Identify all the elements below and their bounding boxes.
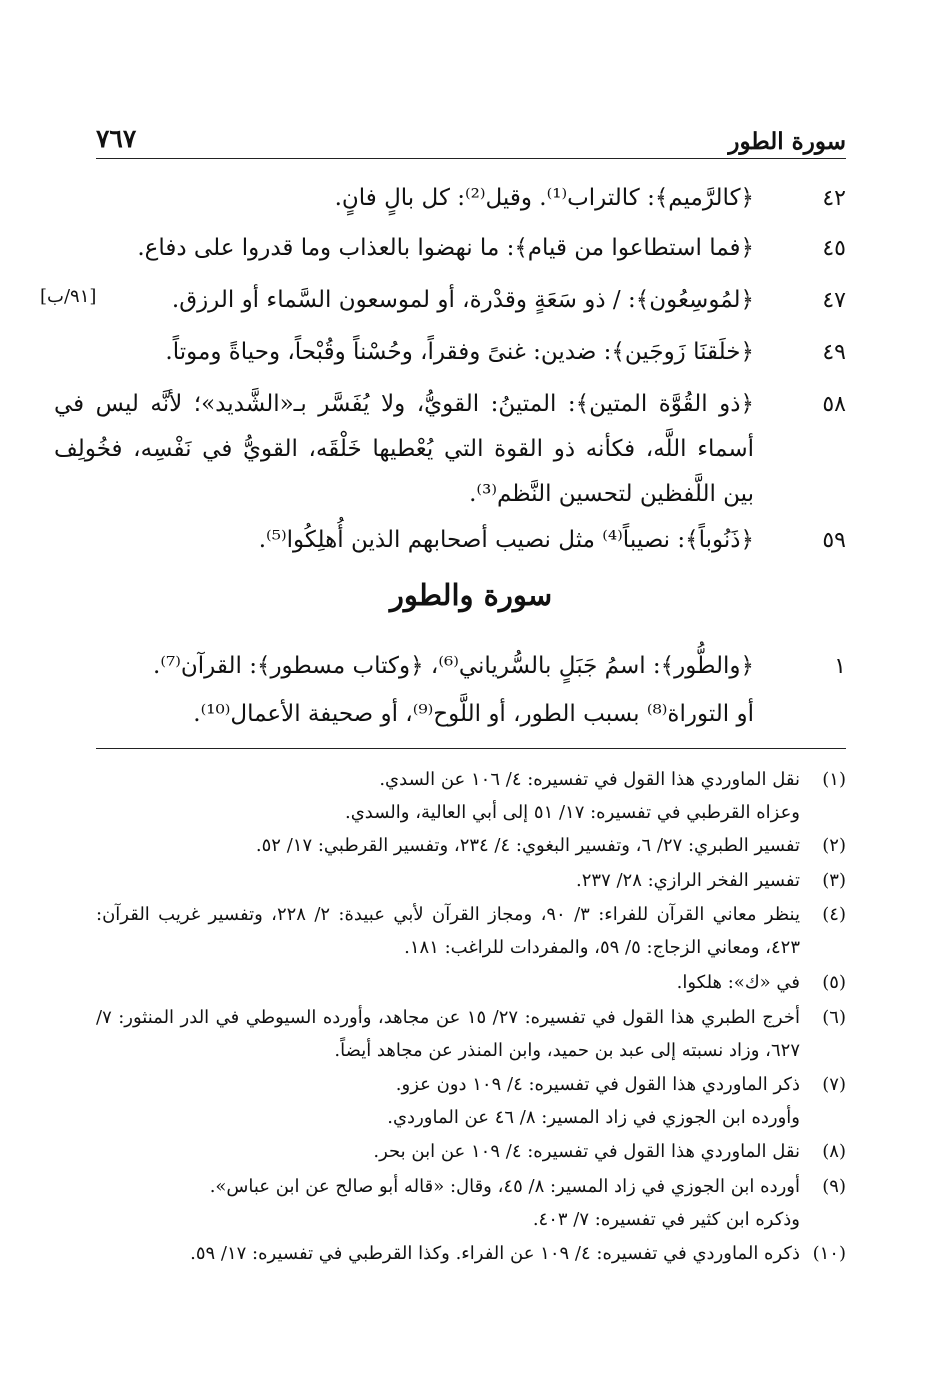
manuscript-folio-marker: [٩١/ب] [40, 286, 97, 307]
verse-number: ٤٩ [822, 340, 846, 365]
running-title: سورة الطور [728, 128, 846, 155]
verse-gloss-continued: أو التوراة⁽⁸⁾ بسبب الطور، أو اللَّوح⁽⁹⁾، أو صحيفة الأعمال⁽¹⁰⁾. [193, 701, 754, 727]
verse-number: ٤٥ [822, 236, 846, 261]
verse-number: ١ [834, 654, 846, 679]
footnote-text: تفسير الفخر الرازي: ٢٨/ ٢٣٧. [576, 870, 800, 891]
page-header [96, 118, 846, 159]
footnote-text: نقل الماوردي هذا القول في تفسيره: ٤/ ١٠٩ عن ابن بحر. [373, 1141, 800, 1162]
verse-entry [54, 382, 846, 522]
verse-gloss: ﴿لمُوسِعُون﴾: / ذو سَعَةٍ وقدْرة، أو لموسعون السَّماء أو الرزق. [171, 287, 754, 313]
footnote-number: (٦) [822, 1007, 846, 1028]
footnote-number: (٨) [822, 1141, 846, 1162]
footnote-number: (٧) [822, 1074, 846, 1095]
footnote-number: (٢) [822, 835, 846, 856]
verse-gloss: ﴿فما استطاعوا من قيام﴾: ما نهضوا بالعذاب وما قدروا على دفاع. [137, 235, 754, 261]
footnote-number: (٣) [822, 870, 846, 891]
footnote-number: (٤) [822, 904, 846, 925]
verse-number: ٤٢ [822, 186, 846, 211]
verse-gloss: ﴿كالرَّميم﴾: كالتراب⁽¹⁾. وقيل⁽²⁾: كل بالٍ فانٍ. [334, 185, 754, 211]
verse-gloss: ﴿خلَقنَا زَوجَين﴾: ضدين: غنىً وفقراً، وحُسْناً وقُبْحاً، وحياةً وموتاً. [165, 339, 754, 365]
verse-gloss: ﴿ذَنُوباً﴾: نصيباً⁽⁴⁾ مثل نصيب أصحابهم الذين أُهلِكُوا⁽⁵⁾. [258, 527, 754, 553]
footnote-text: في «ك»: هلكوا. [676, 972, 800, 993]
footnote-number: (١٠) [812, 1243, 846, 1264]
footnote-text: ذكره الماوردي في تفسيره: ٤/ ١٠٩ عن الفراء. وكذا القرطبي في تفسيره: ١٧/ ٥٩. [190, 1243, 800, 1264]
verse-gloss: ﴿والطُّور﴾: اسمُ جَبَلٍ بالسُّرياني⁽⁶⁾، ﴿وكتاب مسطور﴾: القرآن⁽⁷⁾. [153, 653, 754, 679]
footnote-text: أخرج الطبري هذا القول في تفسيره: ٢٧/ ١٥ عن مجاهد، وأورده السيوطي في الدر المنثور: ٧/ ٦٢٧، وزاد نسبته إلى عبد بن حميد، وابن المنذر عن مجاهد أيضاً. [96, 1007, 800, 1061]
footnote-text: نقل الماوردي هذا القول في تفسيره: ٤/ ١٠٦ عن السدي. [379, 769, 800, 790]
page-number: ٧٦٧ [96, 124, 137, 153]
surah-heading: سورة والطور [389, 578, 553, 612]
verse-entry [96, 644, 846, 736]
footnote-continued: وعزاه القرطبي في تفسيره: ١٧/ ٥١ إلى أبي العالية، والسدي. [344, 802, 800, 823]
footnote-text: تفسير الطبري: ٢٧/ ٦، وتفسير البغوي: ٤/ ٢٣٤، وتفسير القرطبي: ١٧/ ٥٢. [255, 835, 800, 856]
footnote-number: (٥) [822, 972, 846, 993]
footnote-text: ذكر الماوردي هذا القول في تفسيره: ٤/ ١٠٩ دون عزو. [395, 1074, 800, 1095]
footnote-continued: وذكره ابن كثير في تفسيره: ٧/ ٤٠٣. [532, 1209, 800, 1230]
footnote-number: (١) [822, 769, 846, 790]
verse-gloss: ﴿ذو القُوَّة المتين﴾: المتينُ: القويُّ، ولا يُفَسَّر بـ«الشَّديد»؛ لأنَّه ليس في أسماء اللَّه، فكأنه ذو القوة التي يُعْطيها خَلْقَه، القويُّ في نَفْسِه، فخُولِف بين اللَّفظين لتحسين النَّظم⁽³⁾. [54, 391, 754, 507]
footnote-number: (٩) [822, 1176, 846, 1197]
footnote-divider [96, 748, 846, 749]
footnote-continued: وأورده ابن الجوزي في زاد المسير: ٨/ ٤٦ عن الماوردي. [387, 1107, 800, 1128]
footnote-text: ينظر معاني القرآن للفراء: ٣/ ٩٠، ومجاز القرآن لأبي عبيدة: ٢/ ٢٢٨، وتفسير غريب القرآن: ٤٢٣، ومعاني الزجاج: ٥/ ٥٩، والمفردات للراغب: ١٨١. [96, 904, 800, 958]
footnote-text: أورده ابن الجوزي في زاد المسير: ٨/ ٤٥، وقال: «قاله أبو صالح عن ابن عباس». [209, 1176, 800, 1197]
verse-number: ٤٧ [822, 288, 846, 313]
verse-number: ٥٨ [822, 392, 846, 417]
verse-number: ٥٩ [822, 528, 846, 553]
